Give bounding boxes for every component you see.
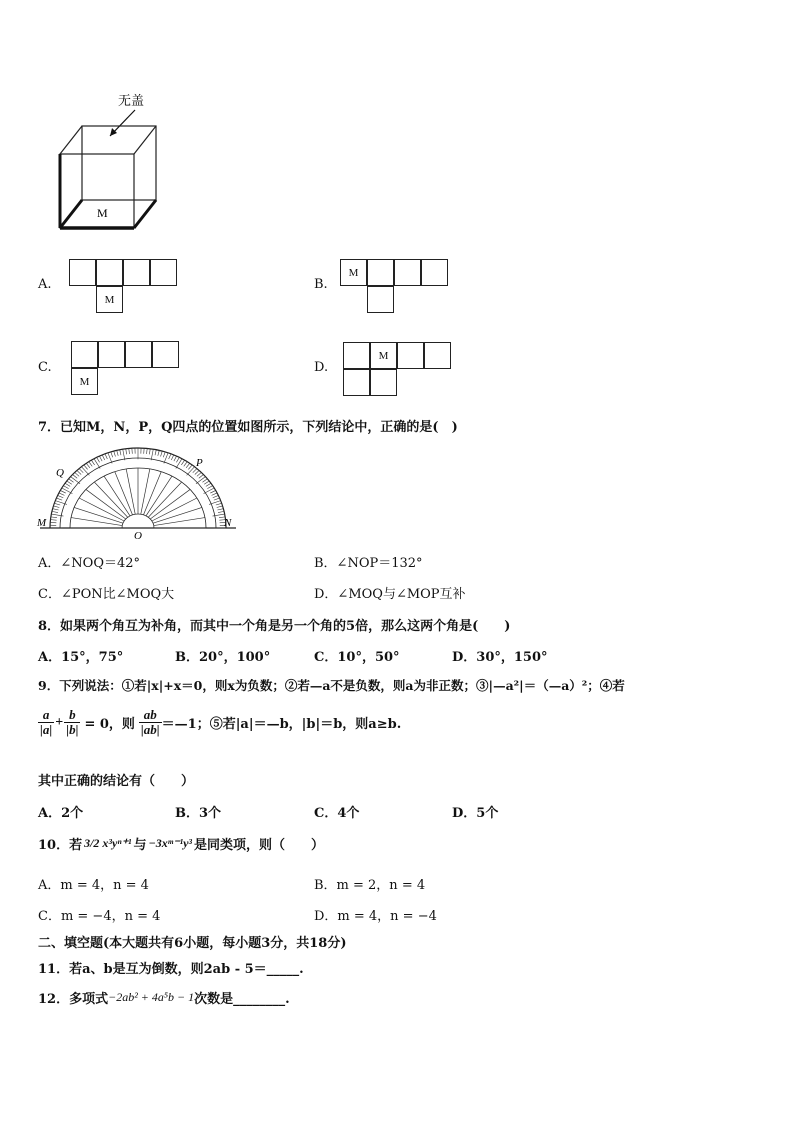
protractor-tick [84,465,88,469]
cube-m-label: M [97,206,108,220]
q10-stem [38,834,324,853]
protractor-tick [75,472,79,476]
point-m-label: M [37,517,47,529]
option-b-letter: B. [314,277,328,292]
q9-option-c: C．4个 [314,806,360,821]
protractor-tick [202,479,207,482]
protractor-drawing [36,446,246,541]
protractor-tick [63,486,68,489]
option-c-letter: C. [38,360,52,375]
point-q-label: Q [56,467,64,479]
protractor-tick [129,448,130,454]
point-p-label: P [196,457,203,469]
protractor-tick [210,490,215,493]
q10-expression-1: 3/2 x³yⁿ⁺¹ [84,836,132,850]
protractor-tick [117,450,118,455]
q9-option-a: A．2个 [38,806,84,821]
q9-option-d: D．5个 [452,806,499,821]
protractor-tick [94,459,100,469]
protractor-ray [126,469,135,514]
protractor-tick [114,451,116,456]
protractor-tick [213,495,219,497]
protractor-tick [147,448,148,454]
q12-polynomial: −2ab² + 4a⁵b − 1 [108,990,195,1004]
cube-back-face [82,126,156,200]
protractor-tick [58,495,64,497]
protractor-tick [79,469,83,473]
q7-option-b: B．∠NOP＝132° [314,556,423,571]
protractor-ray [154,518,205,526]
q7-option-a: A．∠NOQ＝42° [38,556,141,571]
q7-stem: 7．已知M，N，P，Q四点的位置如图所示，下列结论中，正确的是( ) [38,420,458,435]
protractor-tick [60,490,65,493]
protractor-tick [217,506,223,508]
protractor-tick [174,456,177,461]
q10-option-d: D．m = 4，n = −4 [314,909,437,924]
protractor-tick [196,477,205,484]
protractor-tick [204,488,215,494]
q9-stem-line2 [38,708,401,738]
protractor-tick [50,520,56,521]
q10-option-c: C．m = −4，n = 4 [38,909,161,924]
q12-suffix: 次数是________. [194,992,290,1007]
net-d-m-cell: M [370,342,397,369]
protractor-tick [102,455,105,460]
protractor-tick [123,449,125,460]
protractor-tick [120,450,121,455]
net-b [340,259,452,315]
fraction-ab-over-abs-ab: $\frac{ab}{|ab|}$ [140,707,160,738]
net-a-m-cell: M [96,286,123,313]
protractor-tick [176,459,182,469]
q8-option-d: D．30°，150° [452,650,548,665]
protractor-tick [171,455,174,460]
protractor-tick [193,469,197,473]
q11-text: 11．若a、b是互为倒数，则2ab - 5＝_____. [38,962,304,977]
protractor-tick [212,493,218,495]
section-2-heading: 二、填空题(本大题共有6小题，每小题3分，共18分) [38,936,347,951]
protractor-tick [52,511,58,512]
q8-option-b: B．20°，100° [175,650,271,665]
protractor-tick [184,462,187,467]
protractor-tick [214,498,220,500]
protractor-tick [161,451,163,456]
protractor-tick [151,449,153,460]
protractor-tick [89,462,92,467]
q10-option-a: A．m = 4，n = 4 [38,878,149,893]
protractor-tick [217,509,223,510]
protractor-tick [187,467,195,476]
fraction-a-over-abs-a: $\frac{a}{|a|}$ [40,707,53,738]
protractor-tick [67,481,72,484]
no-lid-label: 无盖 [118,93,145,108]
q10-option-b: B．m = 2，n = 4 [314,878,426,893]
net-a [69,259,181,315]
protractor-ray [74,507,123,523]
protractor-tick [77,470,81,474]
protractor-tick [169,454,171,459]
protractor-tick [155,450,156,455]
q7-option-d: D．∠MOQ与∠MOP互补 [314,587,466,602]
protractor-ray [153,507,202,523]
q10-number: 10．若 [38,838,83,853]
protractor-tick [81,467,89,476]
protractor-ray [143,472,161,515]
point-n-label: N [224,517,232,529]
protractor-tick [158,450,159,455]
q10-and: 与 [133,838,147,853]
protractor-ray [115,472,133,515]
q9-prompt: 其中正确的结论有（ ） [38,774,195,789]
protractor-tick [206,483,211,486]
option-d-letter: D. [314,360,329,375]
q10-expression-2: −3xᵐ⁻¹y³ [148,836,193,850]
q9-stem-line1: 9．下列说法：①若|x|+x＝0，则x为负数；②若—a不是负数，则a为非正数；③|—a²|＝（—a）²；④若 [38,678,625,693]
q7-option-c: C．∠PON比∠MOQ大 [38,587,175,602]
protractor-tick [176,457,179,462]
point-o-label: O [134,530,142,541]
protractor-tick [204,481,209,484]
cube-figure [50,90,170,235]
plus-sign: + [55,714,64,730]
protractor-tick [56,498,62,500]
protractor-tick [54,503,60,505]
protractor-figure [36,446,246,541]
net-d [343,342,455,398]
protractor-tick [186,463,190,468]
protractor-tick [51,517,57,518]
protractor-tick [59,493,65,495]
net-c-m-cell: M [71,368,98,395]
protractor-tick [73,474,78,478]
protractor-tick [105,454,107,459]
protractor-tick [65,483,70,486]
protractor-tick [207,486,212,489]
protractor-tick [218,511,224,512]
protractor-tick [199,474,204,478]
net-c [71,341,183,397]
q12-text [38,988,290,1007]
protractor-tick [149,449,150,455]
option-a-letter: A. [38,277,52,292]
protractor-tick [53,506,59,508]
protractor-tick [91,460,94,465]
protractor-ray [71,518,122,526]
q8-stem: 8．如果两个角互为补角，而其中一个角是另一个角的5倍，那么这两个角是( ) [38,619,511,634]
protractor-rays [70,468,206,528]
protractor-ray [141,469,150,514]
net-b-m-cell: M [340,259,367,286]
protractor-tick [163,452,165,457]
equals-zero-text: = 0，则 [84,717,135,733]
protractor-tick [126,449,127,455]
protractor-tick [111,452,113,457]
protractor-tick [62,488,73,494]
protractor-tick [53,509,59,510]
open-box-drawing [50,90,170,235]
protractor-tick [195,470,199,474]
protractor-tick [181,460,184,465]
protractor-tick [71,477,80,484]
q10-tail: 是同类项，则（ ） [194,838,325,853]
q9-line2-rest: ＝—1；⑤若|a|＝—b，|b|＝b，则a≥b. [161,717,402,733]
protractor-tick [97,457,100,462]
protractor-tick [188,465,192,469]
q8-option-a: A．15°，75° [38,650,124,665]
fraction-b-over-abs-b: $\frac{b}{|b|}$ [66,707,79,738]
q8-option-c: C．10°，50° [314,650,400,665]
protractor-tick [86,463,90,468]
protractor-tick [69,479,74,482]
protractor-tick [216,503,222,505]
protractor-tick [197,472,201,476]
protractor-tick [99,456,102,461]
q9-option-b: B．3个 [175,806,222,821]
q12-prefix: 12．多项式 [38,992,109,1007]
